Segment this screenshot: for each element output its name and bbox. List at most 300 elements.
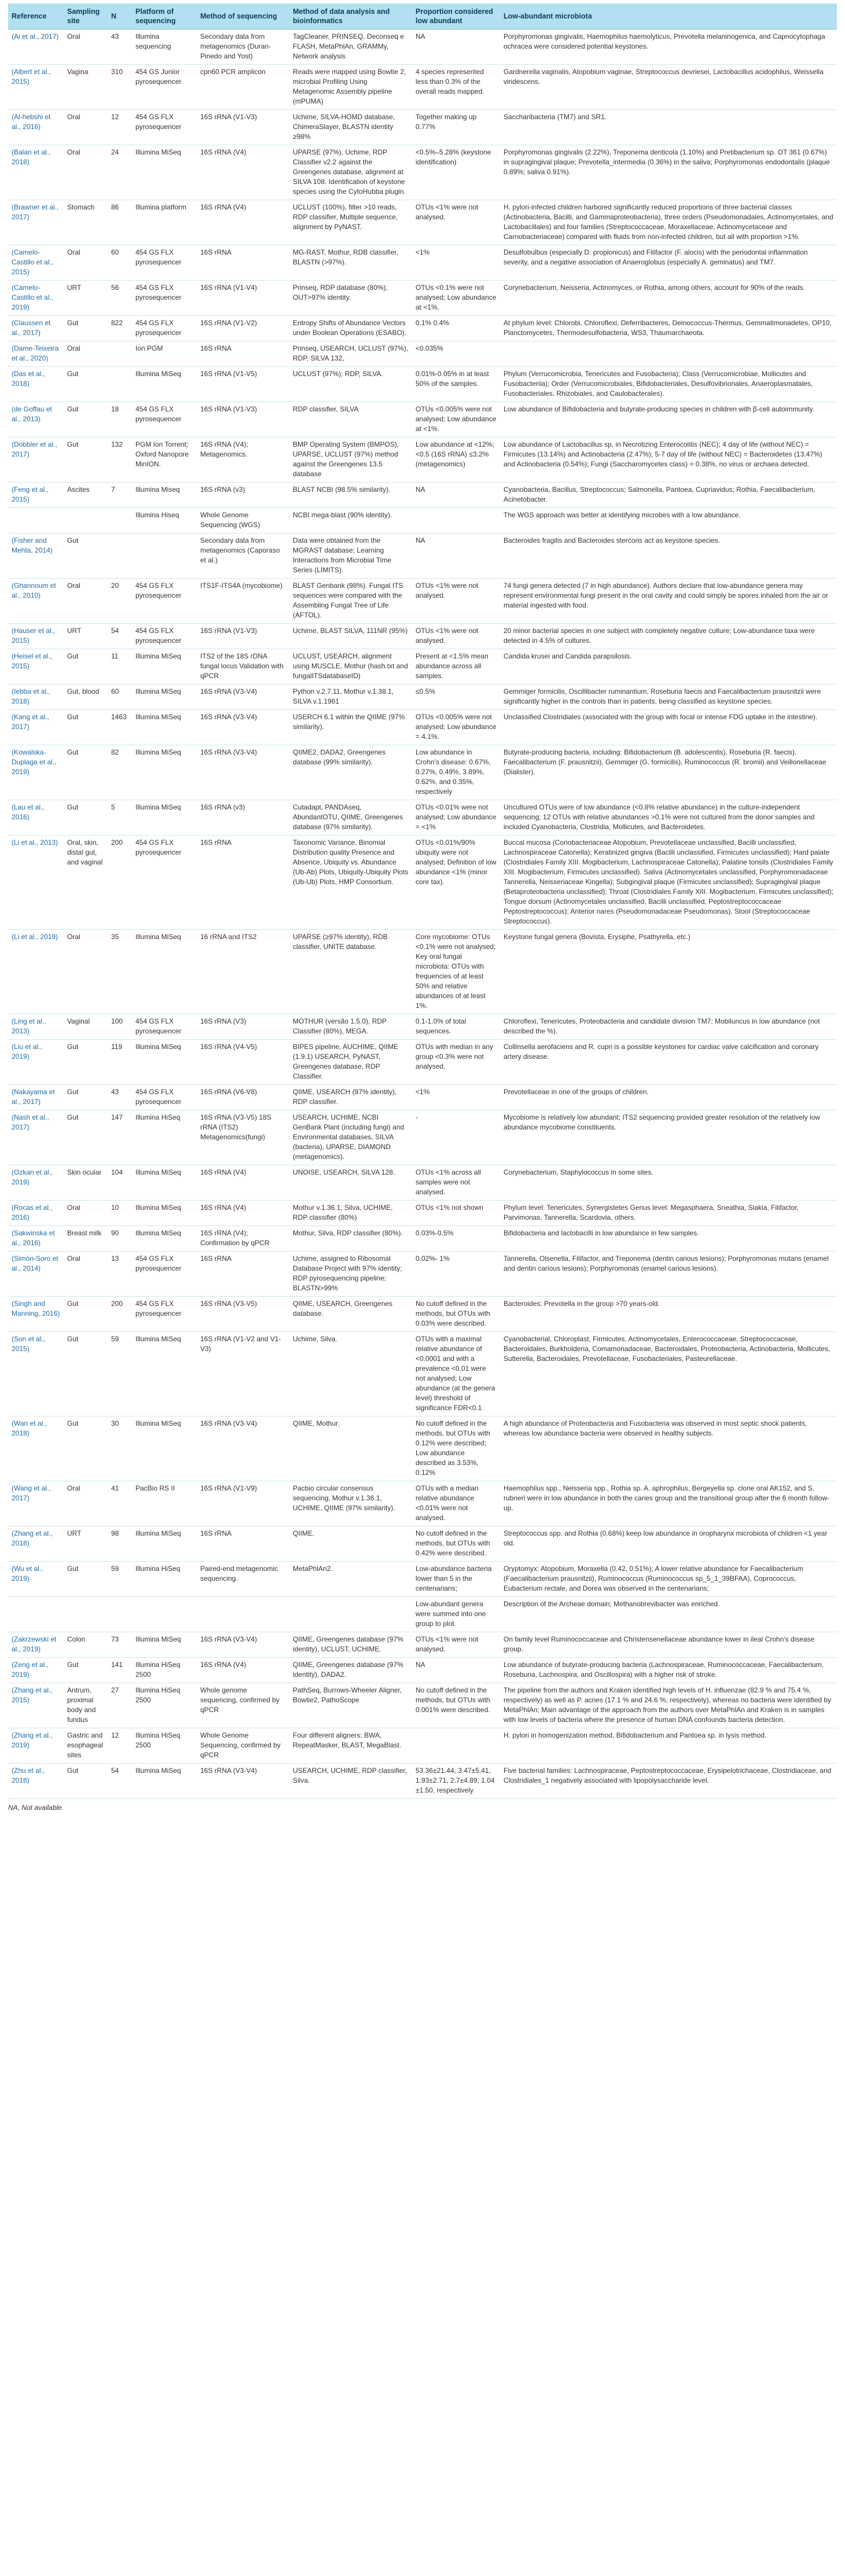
reference-cell[interactable]: (Wu et al., 2019) — [8, 1562, 64, 1597]
low-abundant-cell: Uncultured OTUs were of low abundance (<0.8% relative abundance) in the culture-independent sequencing; 12 OTUs with relative abundances >0.1% were not cultured from the donor samples and included Cyanobacteria, Clostridia, Mollicutes, and Bacteroidetes. — [500, 800, 837, 836]
column-header-method-of-sequencing: Method of sequencing — [197, 3, 289, 30]
table-row — [8, 245, 837, 281]
proportion-cell: No cutoff defined in the methods, but OTUs with 0.001% were described. — [412, 1683, 500, 1728]
low-abundant-cell: Chloroflexi, Tenericutes, Proteobacteria and candidate division TM7; Mobiluncus in low abundance (not described the %). — [500, 1014, 837, 1040]
sampling-site-cell: Gut — [64, 745, 108, 800]
table-row — [8, 1658, 837, 1683]
analysis-cell: UPARSE (≥97% identity), RDB classifier, UNITE database. — [289, 930, 412, 1014]
analysis-cell: Python v.2.7.11, Mothur v.1.38.1, SILVA v.1.1961 — [289, 685, 412, 710]
proportion-cell — [412, 508, 500, 533]
sampling-site-cell: Ascites — [64, 483, 108, 508]
analysis-cell: MOTHUR (versão 1.5.0), RDP Classifier (80%), MEGA. — [289, 1014, 412, 1040]
sampling-site-cell: URT — [64, 281, 108, 316]
sampling-site-cell — [64, 508, 108, 533]
reference-cell[interactable]: (Albert et al., 2015) — [8, 65, 64, 110]
column-header-proportion-considered-low-abundant: Proportion considered low abundant — [412, 3, 500, 30]
n-cell: 7 — [108, 483, 132, 508]
proportion-cell: OTUs <1% were not analysed. — [412, 1632, 500, 1658]
table-row — [8, 200, 837, 245]
low-abundant-cell: Gemmiger formicilis, Oscillibacter ruminantium, Roseburia faecis and Faecalibacterium prausnitzii were significantly higher in the controls than in patients, being classified as keystone species. — [500, 685, 837, 710]
method-cell: ITS1F-ITS4A (mycobiome) — [197, 579, 289, 624]
low-abundant-cell: Streptococcus spp. and Rothia (0.68%) keep low abundance in oropharynx microbiota of children <1 year old. — [500, 1526, 837, 1562]
table-row — [8, 1683, 837, 1728]
table-header-row — [8, 3, 837, 30]
proportion-cell: NA — [412, 533, 500, 579]
reference-cell[interactable]: (Camelo-Castillo et al., 2019) — [8, 281, 64, 316]
proportion-cell: NA — [412, 1658, 500, 1683]
table-container — [8, 3, 837, 1812]
n-cell: 43 — [108, 30, 132, 65]
platform-cell: 454 GS FLX pyrosequencer — [132, 836, 197, 930]
reference-cell[interactable]: (Lau et al., 2016) — [8, 800, 64, 836]
table-row — [8, 1728, 837, 1764]
n-cell: 27 — [108, 1683, 132, 1728]
n-cell: 200 — [108, 836, 132, 930]
n-cell: 200 — [108, 1297, 132, 1332]
low-abundant-cell: Bacteroides; Prevotella in the group >70 years-old. — [500, 1297, 837, 1332]
proportion-cell: Low-abundant genera were summed into one group to plot. — [412, 1597, 500, 1632]
analysis-cell: BIPES pipeline, AUCHIME, QIIME (1.9.1) USEARCH, PyNAST, Greengenes database, RDP Classifier. — [289, 1040, 412, 1085]
low-abundance-table — [8, 3, 837, 1799]
n-cell: 20 — [108, 579, 132, 624]
method-cell: cpn60 PCR amplicon — [197, 65, 289, 110]
reference-cell[interactable]: (Simón-Soro et al., 2014) — [8, 1252, 64, 1297]
n-cell: 86 — [108, 200, 132, 245]
reference-cell[interactable]: (Singh and Manning, 2016) — [8, 1297, 64, 1332]
analysis-cell: QIIME. — [289, 1526, 412, 1562]
sampling-site-cell: Oral, skin, distal gut, and vaginal — [64, 836, 108, 930]
n-cell: 10 — [108, 1201, 132, 1226]
low-abundant-cell: Unclassified Clostridiales (associated with the group with focal or intense FDG uptake in the intestine). — [500, 710, 837, 745]
column-header-reference: Reference — [8, 3, 64, 30]
reference-cell[interactable]: (Kowalska-Duplaga et al., 2019) — [8, 745, 64, 800]
platform-cell: Illumina MiSeq — [132, 367, 197, 402]
analysis-cell: QIIME2, DADA2, Greengenes database (99% similarity). — [289, 745, 412, 800]
analysis-cell: UCLUST (100%), filter >10 reads, RDP classifier, Multiple sequence, alignment by PyNAST. — [289, 200, 412, 245]
low-abundant-cell: Prevotellaceae in one of the groups of children. — [500, 1085, 837, 1110]
reference-cell[interactable]: (Fisher and Mehta, 2014) — [8, 533, 64, 579]
analysis-cell: BLAST NCBI (98.5% similarity). — [289, 483, 412, 508]
n-cell: 5 — [108, 800, 132, 836]
proportion-cell: Low-abundance bacteria lower than 5 in the centenarians; — [412, 1562, 500, 1597]
low-abundant-cell: Candida krusei and Candida parapsilosis. — [500, 649, 837, 685]
reference-cell[interactable]: (Camelo-Castillo et al., 2015) — [8, 245, 64, 281]
method-cell: 16S rRNA (V1-V2 and V1-V3) — [197, 1332, 289, 1416]
platform-cell: Illumina HiSeq — [132, 1562, 197, 1597]
table-row — [8, 1332, 837, 1416]
reference-cell[interactable]: (Iebba et al., 2018) — [8, 685, 64, 710]
low-abundant-cell: Oryptomyx: Atopobium, Moraxella (0.42, 0.51%); A lower relative abundance for Faecalibacterium (Faecalibacterium prausnitzii), Ruminococcus (Ruminococcus sp_5_1_39BFAA), Coprococcus, Eubacterium rectale, and Dorea was observed in the centenarians; — [500, 1562, 837, 1597]
platform-cell: 454 GS FLX pyrosequencer — [132, 1252, 197, 1297]
proportion-cell: OTUs with a median relative abundance <0.01% were not analysed. — [412, 1481, 500, 1526]
sampling-site-cell: Vagina — [64, 65, 108, 110]
method-cell: 16S rRNA (V4) — [197, 145, 289, 200]
method-cell: 16S rRNA (V4) — [197, 1201, 289, 1226]
proportion-cell: OTUs <0.01%/90% ubiquity were not analysed; Definition of low abundance <1% (minor core tax). — [412, 836, 500, 930]
table-row — [8, 145, 837, 200]
analysis-cell: QIIME, Greengenes database (97% identity), UCLUST, UCHIME. — [289, 1632, 412, 1658]
analysis-cell: MetaPhlAn2. — [289, 1562, 412, 1597]
reference-cell[interactable]: (de Goffau et al., 2013) — [8, 402, 64, 437]
sampling-site-cell: Oral — [64, 341, 108, 367]
low-abundant-cell — [500, 341, 837, 367]
sampling-site-cell: URT — [64, 624, 108, 649]
low-abundant-cell: Mycobiome is relatively low abundant; ITS2 sequencing provided greater resolution of the relatively low abundance mycobiome constituents. — [500, 1110, 837, 1165]
platform-cell: Illumina HiSeq 2500 — [132, 1683, 197, 1728]
reference-cell[interactable]: (Brawner et al., 2017) — [8, 200, 64, 245]
sampling-site-cell: Gut — [64, 1332, 108, 1416]
sampling-site-cell: Stomach — [64, 200, 108, 245]
n-cell: 43 — [108, 1085, 132, 1110]
n-cell: 132 — [108, 437, 132, 483]
proportion-cell: ≤0.5% — [412, 685, 500, 710]
sampling-site-cell: Gut — [64, 1562, 108, 1597]
table-row — [8, 316, 837, 341]
n-cell: 310 — [108, 65, 132, 110]
reference-cell[interactable]: (Liu et al., 2019) — [8, 1040, 64, 1085]
analysis-cell: MG-RAST, Mothur, RDB classifier, BLASTN (>97%). — [289, 245, 412, 281]
low-abundant-cell: Low abundance of Bifidobacteria and butyrate-producing species in children with β-cell autoimmunity. — [500, 402, 837, 437]
analysis-cell: Taxonomic Variance, Binomial Distribution quality Presence and Absence, Ubiquity vs. Abundance (Ub-Ab) Plots, Ubiquity-Ubiquity Plots (Ub-Ub) Plots, HMP Consortium. — [289, 836, 412, 930]
reference-cell[interactable]: (Li et al., 2019) — [8, 930, 64, 1014]
method-cell: 16S rRNA (V1-V5) — [197, 367, 289, 402]
sampling-site-cell: Gut — [64, 402, 108, 437]
low-abundant-cell: Description of the Archeae domain; Methanobrevibacter was enriched. — [500, 1597, 837, 1632]
method-cell: 16S rRNA (V1-V3) — [197, 624, 289, 649]
sampling-site-cell: Gut — [64, 649, 108, 685]
method-cell: 16S rRNA (V4) — [197, 1165, 289, 1201]
low-abundant-cell: Gardnerella vaginalis, Atopobium vaginae, Streptococcus devriesei, Lactobacillus acidophilus, Weissella viridescens. — [500, 65, 837, 110]
sampling-site-cell: Gut — [64, 367, 108, 402]
method-cell: 16S rRNA (V3-V4) — [197, 1764, 289, 1799]
n-cell: 59 — [108, 1332, 132, 1416]
table-footnote: NA, Not available. — [8, 1804, 64, 1812]
proportion-cell: No cutoff defined in the methods, but OTUs with 0.03% were described. — [412, 1297, 500, 1332]
low-abundant-cell: On family level Ruminococcaceae and Christensenellaceae abundance lower in ileal Crohn's disease group. — [500, 1632, 837, 1658]
table-row — [8, 367, 837, 402]
sampling-site-cell: Colon — [64, 1632, 108, 1658]
platform-cell: 454 GS FLX pyrosequencer — [132, 281, 197, 316]
method-cell: 16S rRNA (V1-V2) — [197, 316, 289, 341]
sampling-site-cell: Gut — [64, 437, 108, 483]
analysis-cell: QIIME, Mothur. — [289, 1416, 412, 1481]
reference-cell[interactable]: (Al-hebshi et al., 2016) — [8, 110, 64, 145]
proportion-cell: Core mycobiome: OTUs <0.1% were not analysed; Key oral fungal microbiota: OTUs with frequencies of at least 50% and relative abundances of at least 1%. — [412, 930, 500, 1014]
method-cell: 16S rRNA (V3-V5) 18S rRNA (ITS2) Metagenomics(fungi) — [197, 1110, 289, 1165]
table-row — [8, 437, 837, 483]
analysis-cell: Pacbio circular consensus sequencing, Mothur v.1.36.1, UCHIME, QIIME (97% similarity). — [289, 1481, 412, 1526]
method-cell: 16S rRNA (V4); Confirmation by qPCR — [197, 1226, 289, 1252]
reference-cell[interactable]: (Nakayama et al., 2017) — [8, 1085, 64, 1110]
reference-cell[interactable]: (Feng et al., 2015) — [8, 483, 64, 508]
analysis-cell: QIIME, USEARCH, Greengenes database. — [289, 1297, 412, 1332]
n-cell: 54 — [108, 624, 132, 649]
table-row — [8, 710, 837, 745]
reference-cell[interactable]: (Heisel et al., 2015) — [8, 649, 64, 685]
proportion-cell: 0.02%- 1% — [412, 1252, 500, 1297]
table-row — [8, 1252, 837, 1297]
n-cell: 30 — [108, 1416, 132, 1481]
sampling-site-cell: Gut, blood — [64, 685, 108, 710]
table-row — [8, 745, 837, 800]
n-cell: 13 — [108, 1252, 132, 1297]
proportion-cell: 0.01%-0.05% in at least 50% of the samples. — [412, 367, 500, 402]
reference-cell[interactable] — [8, 508, 64, 533]
proportion-cell: OTUs <0.01% were not analysed; Low abundance = <1% — [412, 800, 500, 836]
reference-cell[interactable]: (Ghannoum et al., 2010) — [8, 579, 64, 624]
reference-cell[interactable]: (Zhu et al., 2018) — [8, 1764, 64, 1799]
reference-cell[interactable]: (Rocas et al., 2016) — [8, 1201, 64, 1226]
table-row — [8, 930, 837, 1014]
analysis-cell: QIIME, USEARCH (97% identity), RDP classifier. — [289, 1085, 412, 1110]
method-cell: 16 rRNA and ITS2 — [197, 930, 289, 1014]
method-cell: Whole Genome Sequencing (WGS) — [197, 508, 289, 533]
method-cell: 16S rRNA (V1-V3) — [197, 110, 289, 145]
reference-cell[interactable]: (Balan et al., 2018) — [8, 145, 64, 200]
table-row — [8, 1481, 837, 1526]
analysis-cell: UCLUST, USEARCH, alignment using MUSCLE, Mothur (hash.txt and fungalITSdatabaseID) — [289, 649, 412, 685]
low-abundant-cell: Desulfobulbus (especially D. propionicus) and Filifactor (F. alocis) with the periodontal inflammation severity, and a negative association of Anaeroglobus (especially A. geminatus) and TM7. — [500, 245, 837, 281]
sampling-site-cell: URT — [64, 1526, 108, 1562]
table-row — [8, 836, 837, 930]
reference-cell[interactable]: (Kang et al., 2017) — [8, 710, 64, 745]
method-cell: 16S rRNA (V4-V5) — [197, 1040, 289, 1085]
proportion-cell: Low abundance in Crohn's disease: 0.67%, 0.27%, 0.49%, 3.89%, 0.62%, and 0.35%, respectively — [412, 745, 500, 800]
sampling-site-cell: Oral — [64, 245, 108, 281]
sampling-site-cell: Vaginal — [64, 1014, 108, 1040]
proportion-cell: NA — [412, 30, 500, 65]
sampling-site-cell: Gut — [64, 533, 108, 579]
platform-cell: 454 GS FLX pyrosequencer — [132, 245, 197, 281]
column-header-n: N — [108, 3, 132, 30]
n-cell: 100 — [108, 1014, 132, 1040]
reference-cell[interactable]: (Zeng et al., 2019) — [8, 1658, 64, 1683]
analysis-cell: TagCleaner, PRINSEQ, Deconseq e FLASH, MetaPhlAn, GRAMMy, Network analysis — [289, 30, 412, 65]
reference-cell[interactable]: (Claussen et al., 2017) — [8, 316, 64, 341]
method-cell: Secondary data from metagenomics (Caporaso et al.) — [197, 533, 289, 579]
reference-cell[interactable]: (Zhang et al., 2015) — [8, 1683, 64, 1728]
n-cell: 12 — [108, 110, 132, 145]
sampling-site-cell: Gut — [64, 316, 108, 341]
sampling-site-cell: Gut — [64, 1416, 108, 1481]
n-cell — [108, 508, 132, 533]
sampling-site-cell: Antrum, proximal body and fundus — [64, 1683, 108, 1728]
table-row — [8, 1110, 837, 1165]
method-cell: Paired-end metagenomic sequencing. — [197, 1562, 289, 1597]
platform-cell: Illumina MiSeq — [132, 930, 197, 1014]
n-cell: 59 — [108, 1562, 132, 1597]
analysis-cell: Prinseq, USEARCH, UCLUST (97%), RDP, SILVA 132, — [289, 341, 412, 367]
method-cell: 16S rRNA (V4) — [197, 1658, 289, 1683]
sampling-site-cell: Gut — [64, 710, 108, 745]
low-abundant-cell: 74 fungi genera detected (7 in high abundance). Authors declare that low-abundance genera may represent environmental fungi present in the oral cavity and could simply be spores inhaled from the air or material ingested with food. — [500, 579, 837, 624]
reference-cell[interactable]: (Nash et al., 2017) — [8, 1110, 64, 1165]
method-cell: 16S rRNA (V6-V8) — [197, 1085, 289, 1110]
method-cell: 16S rRNA (V4); Metagenomics. — [197, 437, 289, 483]
platform-cell: Illumina MiSeq — [132, 649, 197, 685]
platform-cell: Illumina MiSeq — [132, 1040, 197, 1085]
proportion-cell: Low abundance at <12%; <0.5 (16S rRNA) ≤3.2% (metagenomics) — [412, 437, 500, 483]
n-cell: 11 — [108, 649, 132, 685]
analysis-cell: Four different aligners: BWA, RepeatMasker, BLAST, MegaBlast. — [289, 1728, 412, 1764]
table-row — [8, 533, 837, 579]
low-abundant-cell: Collinsella aerofaciens and R. cupri is a possible keystones for cardiac valve calcification and coronary artery disease. — [500, 1040, 837, 1085]
low-abundant-cell: Low abundance of butyrate-producing bacteria (Lachnospiraceae, Ruminococcaceae, Faecalibacterium, Roseburia, Lachnospira, and Oscillospira) with a higher risk of stroke. — [500, 1658, 837, 1683]
table-row — [8, 1040, 837, 1085]
method-cell: 16S rRNA — [197, 341, 289, 367]
platform-cell: Illumina HiSeq — [132, 1110, 197, 1165]
method-cell: 16S rRNA (V1-V4) — [197, 281, 289, 316]
table-row — [8, 110, 837, 145]
n-cell: 147 — [108, 1110, 132, 1165]
platform-cell: Illumina sequencing — [132, 30, 197, 65]
analysis-cell: Data were obtained from the MGRAST database; Learning Interactions from Microbial Time Series (LIMITS). — [289, 533, 412, 579]
platform-cell: Illumina platform — [132, 200, 197, 245]
sampling-site-cell: Oral — [64, 1252, 108, 1297]
proportion-cell: Present at <1.5% mean abundance across all samples. — [412, 649, 500, 685]
reference-cell[interactable]: (Hauser et al., 2015) — [8, 624, 64, 649]
method-cell: Whole genome sequencing, confirmed by qPCR — [197, 1683, 289, 1728]
proportion-cell: No cutoff defined in the methods, but OTUs with 0.12% were described; Low abundance described as 3.53%, 0.12% — [412, 1416, 500, 1481]
proportion-cell: 0.1% 0.4% — [412, 316, 500, 341]
platform-cell: PGM Ion Torrent; Oxford Nanopore MinION. — [132, 437, 197, 483]
low-abundant-cell: At phylum level: Chlorobi, Chloroflexi, Deferribacteres, Deinococcus-Thermus, Gemmatimonadetes, OP10, Planctomycetes, Thermodesulfobacteria, WS3, Thaumarchaeota. — [500, 316, 837, 341]
table-row — [8, 685, 837, 710]
method-cell: 16S rRNA — [197, 245, 289, 281]
analysis-cell: Entropy Shifts of Abundance Vectors under Boolean Operations (ESABO). — [289, 316, 412, 341]
proportion-cell: OTUs <1% were not analysed. — [412, 624, 500, 649]
platform-cell: 454 GS Junior pyrosequencer — [132, 65, 197, 110]
n-cell: 119 — [108, 1040, 132, 1085]
reference-cell[interactable]: (Wan et al., 2018) — [8, 1416, 64, 1481]
platform-cell: Illumina Hiseq — [132, 508, 197, 533]
table-row — [8, 1201, 837, 1226]
reference-cell[interactable]: (Son et al., 2015) — [8, 1332, 64, 1416]
analysis-cell: UNOISE, USEARCH, SILVA 128. — [289, 1165, 412, 1201]
low-abundant-cell: Saccharibacteria (TM7) and SR1. — [500, 110, 837, 145]
analysis-cell: BMP Operating System (BMPOS), UPARSE, UCLUST (97%) method against the Greengenes 13.5 database — [289, 437, 412, 483]
proportion-cell: OTUs with a maximal relative abundance of <0.0001 and with a prevalence <0.01 were not analysed; Low abundance (at the genera level) threshold of significance FDR<0.1 — [412, 1332, 500, 1416]
analysis-cell: Cutadapt, PANDAseq, AbundantOTU, QIIME, Greengenes database (97% similarity). — [289, 800, 412, 836]
platform-cell: Illumina MiSeq — [132, 710, 197, 745]
sampling-site-cell: Gastric and esophageal sites — [64, 1728, 108, 1764]
analysis-cell: Uchime, Silva. — [289, 1332, 412, 1416]
table-row — [8, 1632, 837, 1658]
reference-cell[interactable]: (Ai et al., 2017) — [8, 30, 64, 65]
proportion-cell: - — [412, 1110, 500, 1165]
table-row — [8, 1526, 837, 1562]
sampling-site-cell: Oral — [64, 930, 108, 1014]
low-abundant-cell: Haemophilus spp., Neisseria spp., Rothia sp. A. aphrophilus, Bergeyella sp. clone oral AK152, and S. rubneri were in low abundance in both the caries group and the transitional group after the 6 month follow-up. — [500, 1481, 837, 1526]
table-row — [8, 1165, 837, 1201]
platform-cell: Illumina MiSeq — [132, 685, 197, 710]
platform-cell: Illumina MiSeq — [132, 1526, 197, 1562]
n-cell — [108, 1597, 132, 1632]
platform-cell: Illumina MiSeq — [132, 145, 197, 200]
sampling-site-cell: Gut — [64, 1764, 108, 1799]
analysis-cell: Mothur, Silva, RDP classifier (80%). — [289, 1226, 412, 1252]
reference-cell[interactable]: (Wang et al., 2017) — [8, 1481, 64, 1526]
method-cell: 16S rRNA (V3-V4) — [197, 745, 289, 800]
table-row — [8, 579, 837, 624]
reference-cell[interactable]: (Zakrzewski et al., 2019) — [8, 1632, 64, 1658]
reference-cell[interactable]: (Zhang et al., 2019) — [8, 1728, 64, 1764]
sampling-site-cell: Oral — [64, 1481, 108, 1526]
platform-cell: 454 GS FLX pyrosequencer — [132, 579, 197, 624]
table-row — [8, 649, 837, 685]
table-row — [8, 30, 837, 65]
n-cell: 1463 — [108, 710, 132, 745]
proportion-cell: No cutoff defined in the methods, but OTUs with 0.42% were described. — [412, 1526, 500, 1562]
low-abundant-cell: Cyanobacterial, Chloroplast, Firmicutes, Actinomycetales, Enterococcaceae, Streptococcaceae, Bacteroidales, Burkholderia, Comamonadaceae, Bacteroidales, Proteobacteria, Actinobacteria, Mollicutes, Sutterella, Bacteroidales, Prevotellaceae, Fusobacteriales, Pasteurellaceae. — [500, 1332, 837, 1416]
low-abundant-cell: 20 minor bacterial species in one subject with completely negative culture; Low-abundance taxa were detected in 4.5% of cultures. — [500, 624, 837, 649]
reference-cell[interactable]: (Zhang et al., 2018) — [8, 1526, 64, 1562]
n-cell: 12 — [108, 1728, 132, 1764]
sampling-site-cell: Oral — [64, 145, 108, 200]
method-cell: Secondary data from metagenomics (Duran-Pinedo and Yost) — [197, 30, 289, 65]
sampling-site-cell — [64, 1597, 108, 1632]
sampling-site-cell: Gut — [64, 1110, 108, 1165]
platform-cell: 454 GS FLX pyrosequencer — [132, 624, 197, 649]
method-cell: 16S rRNA (V3-V4) — [197, 685, 289, 710]
platform-cell: Illumina MiSeq — [132, 800, 197, 836]
platform-cell: 454 GS FLX pyrosequencer — [132, 1014, 197, 1040]
analysis-cell: Uchime, assigned to Ribosomal Database Project with 97% identity; RDP pyrosequencing pipeline; BLASTN>99% — [289, 1252, 412, 1297]
n-cell — [108, 367, 132, 402]
proportion-cell — [412, 1728, 500, 1764]
reference-cell[interactable]: (Dame-Teixeira et al., 2020) — [8, 341, 64, 367]
analysis-cell: USEARCH, UCHIME, RDP classifier, Silva. — [289, 1764, 412, 1799]
n-cell: 98 — [108, 1526, 132, 1562]
column-header-method-of-data-analysis-and-bioinformatics: Method of data analysis and bioinformatics — [289, 3, 412, 30]
proportion-cell: OTUs <0.005% were not analysed; Low abundance = 4.1%. — [412, 710, 500, 745]
method-cell: ITS2 of the 18S rDNA fungal locus Validation with qPCR — [197, 649, 289, 685]
low-abundant-cell: Porphyromonas gingivalis, Haemophilus haemolyticus, Prevotella melaninogenica, and Capnocytophaga ochracea were considered potential keystones. — [500, 30, 837, 65]
proportion-cell: NA — [412, 483, 500, 508]
analysis-cell: QIIME, Greengenes database (97% identity), DADA2. — [289, 1658, 412, 1683]
reference-cell[interactable] — [8, 1597, 64, 1632]
n-cell: 104 — [108, 1165, 132, 1201]
platform-cell: 454 GS FLX pyrosequencer — [132, 110, 197, 145]
platform-cell: Illumina HiSeq 2500 — [132, 1728, 197, 1764]
table-row — [8, 1014, 837, 1040]
method-cell: 16S rRNA — [197, 836, 289, 930]
method-cell: 16S rRNA (V3-V4) — [197, 1632, 289, 1658]
column-header-sampling-site: Sampling site — [64, 3, 108, 30]
platform-cell: Illumina MiSeq — [132, 1632, 197, 1658]
method-cell: 16S rRNA (V3-V4) — [197, 1416, 289, 1481]
low-abundant-cell: Phylum level: Tenericutes, Synergistetes Genus level: Megasphaera, Sneathia, Slakia, Filifactor, Parvimonas, Tannerella, Scardovia, others. — [500, 1201, 837, 1226]
table-row — [8, 281, 837, 316]
platform-cell: 454 GS FLX pyrosequencer — [132, 1085, 197, 1110]
platform-cell: Illumina MiSeq — [132, 1332, 197, 1416]
platform-cell: Illumina Miseq — [132, 483, 197, 508]
reference-cell[interactable]: (Sakwinska et al., 2016) — [8, 1226, 64, 1252]
table-row — [8, 402, 837, 437]
proportion-cell: <0.035% — [412, 341, 500, 367]
table-row — [8, 624, 837, 649]
reference-cell[interactable]: (Das et al., 2018) — [8, 367, 64, 402]
reference-cell[interactable]: (Li et al., 2013) — [8, 836, 64, 930]
table-row — [8, 508, 837, 533]
reference-cell[interactable]: (Dobbler et al., 2017) — [8, 437, 64, 483]
reference-cell[interactable]: (Ling et al., 2013) — [8, 1014, 64, 1040]
method-cell: 16S rRNA (V1-V9) — [197, 1481, 289, 1526]
n-cell — [108, 533, 132, 579]
reference-cell[interactable]: (Ozkan et al., 2019) — [8, 1165, 64, 1201]
low-abundant-cell: Keystone fungal genera (Bovista, Erysiphe, Psathyrella, etc.) — [500, 930, 837, 1014]
n-cell: 90 — [108, 1226, 132, 1252]
